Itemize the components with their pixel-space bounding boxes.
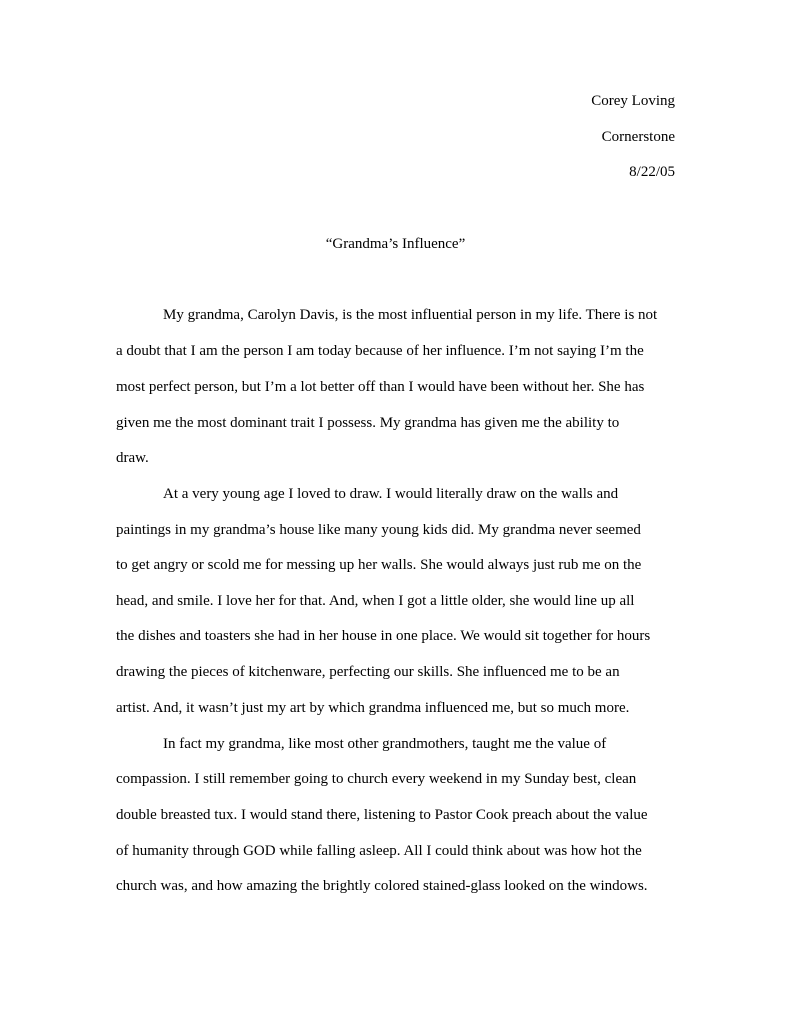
body-line: a doubt that I am the person I am today because of her influence. I’m not saying I’m the	[116, 343, 644, 359]
body-line: church was, and how amazing the brightly colored stained-glass looked on the windows.	[116, 878, 648, 894]
author-name: Corey Loving	[591, 93, 675, 109]
essay-title: “Grandma’s Influence”	[325, 236, 466, 252]
body-line: paintings in my grandma’s house like many young kids did. My grandma never seemed	[116, 522, 641, 538]
body-line: to get angry or scold me for messing up her walls. She would always just rub me on the	[116, 557, 642, 573]
body-line: compassion. I still remember going to church every weekend in my Sunday best, clean	[116, 771, 637, 787]
course-name: Cornerstone	[601, 129, 675, 145]
body-line: In fact my grandma, like most other grandmothers, taught me the value of	[163, 736, 607, 752]
body-line: At a very young age I loved to draw. I would literally draw on the walls and	[163, 486, 619, 502]
date-text: 8/22/05	[629, 164, 675, 180]
body-line: draw.	[116, 450, 149, 466]
body-line: most perfect person, but I’m a lot better off than I would have been without her. She has	[116, 379, 645, 395]
body-line: double breasted tux. I would stand there, listening to Pastor Cook preach about the value	[116, 807, 648, 823]
body-line: given me the most dominant trait I possess. My grandma has given me the ability to	[116, 415, 620, 431]
body-line: drawing the pieces of kitchenware, perfecting our skills. She influenced me to be an	[116, 664, 620, 680]
body-line: of humanity through GOD while falling asleep. All I could think about was how hot the	[116, 843, 642, 859]
body-line: artist. And, it wasn’t just my art by which grandma influenced me, but so much more.	[116, 700, 630, 716]
body-line: My grandma, Carolyn Davis, is the most influential person in my life. There is not	[163, 307, 658, 323]
body-line: head, and smile. I love her for that. And, when I got a little older, she would line up all	[116, 593, 635, 609]
body-line: the dishes and toasters she had in her house in one place. We would sit together for hours	[116, 628, 651, 644]
